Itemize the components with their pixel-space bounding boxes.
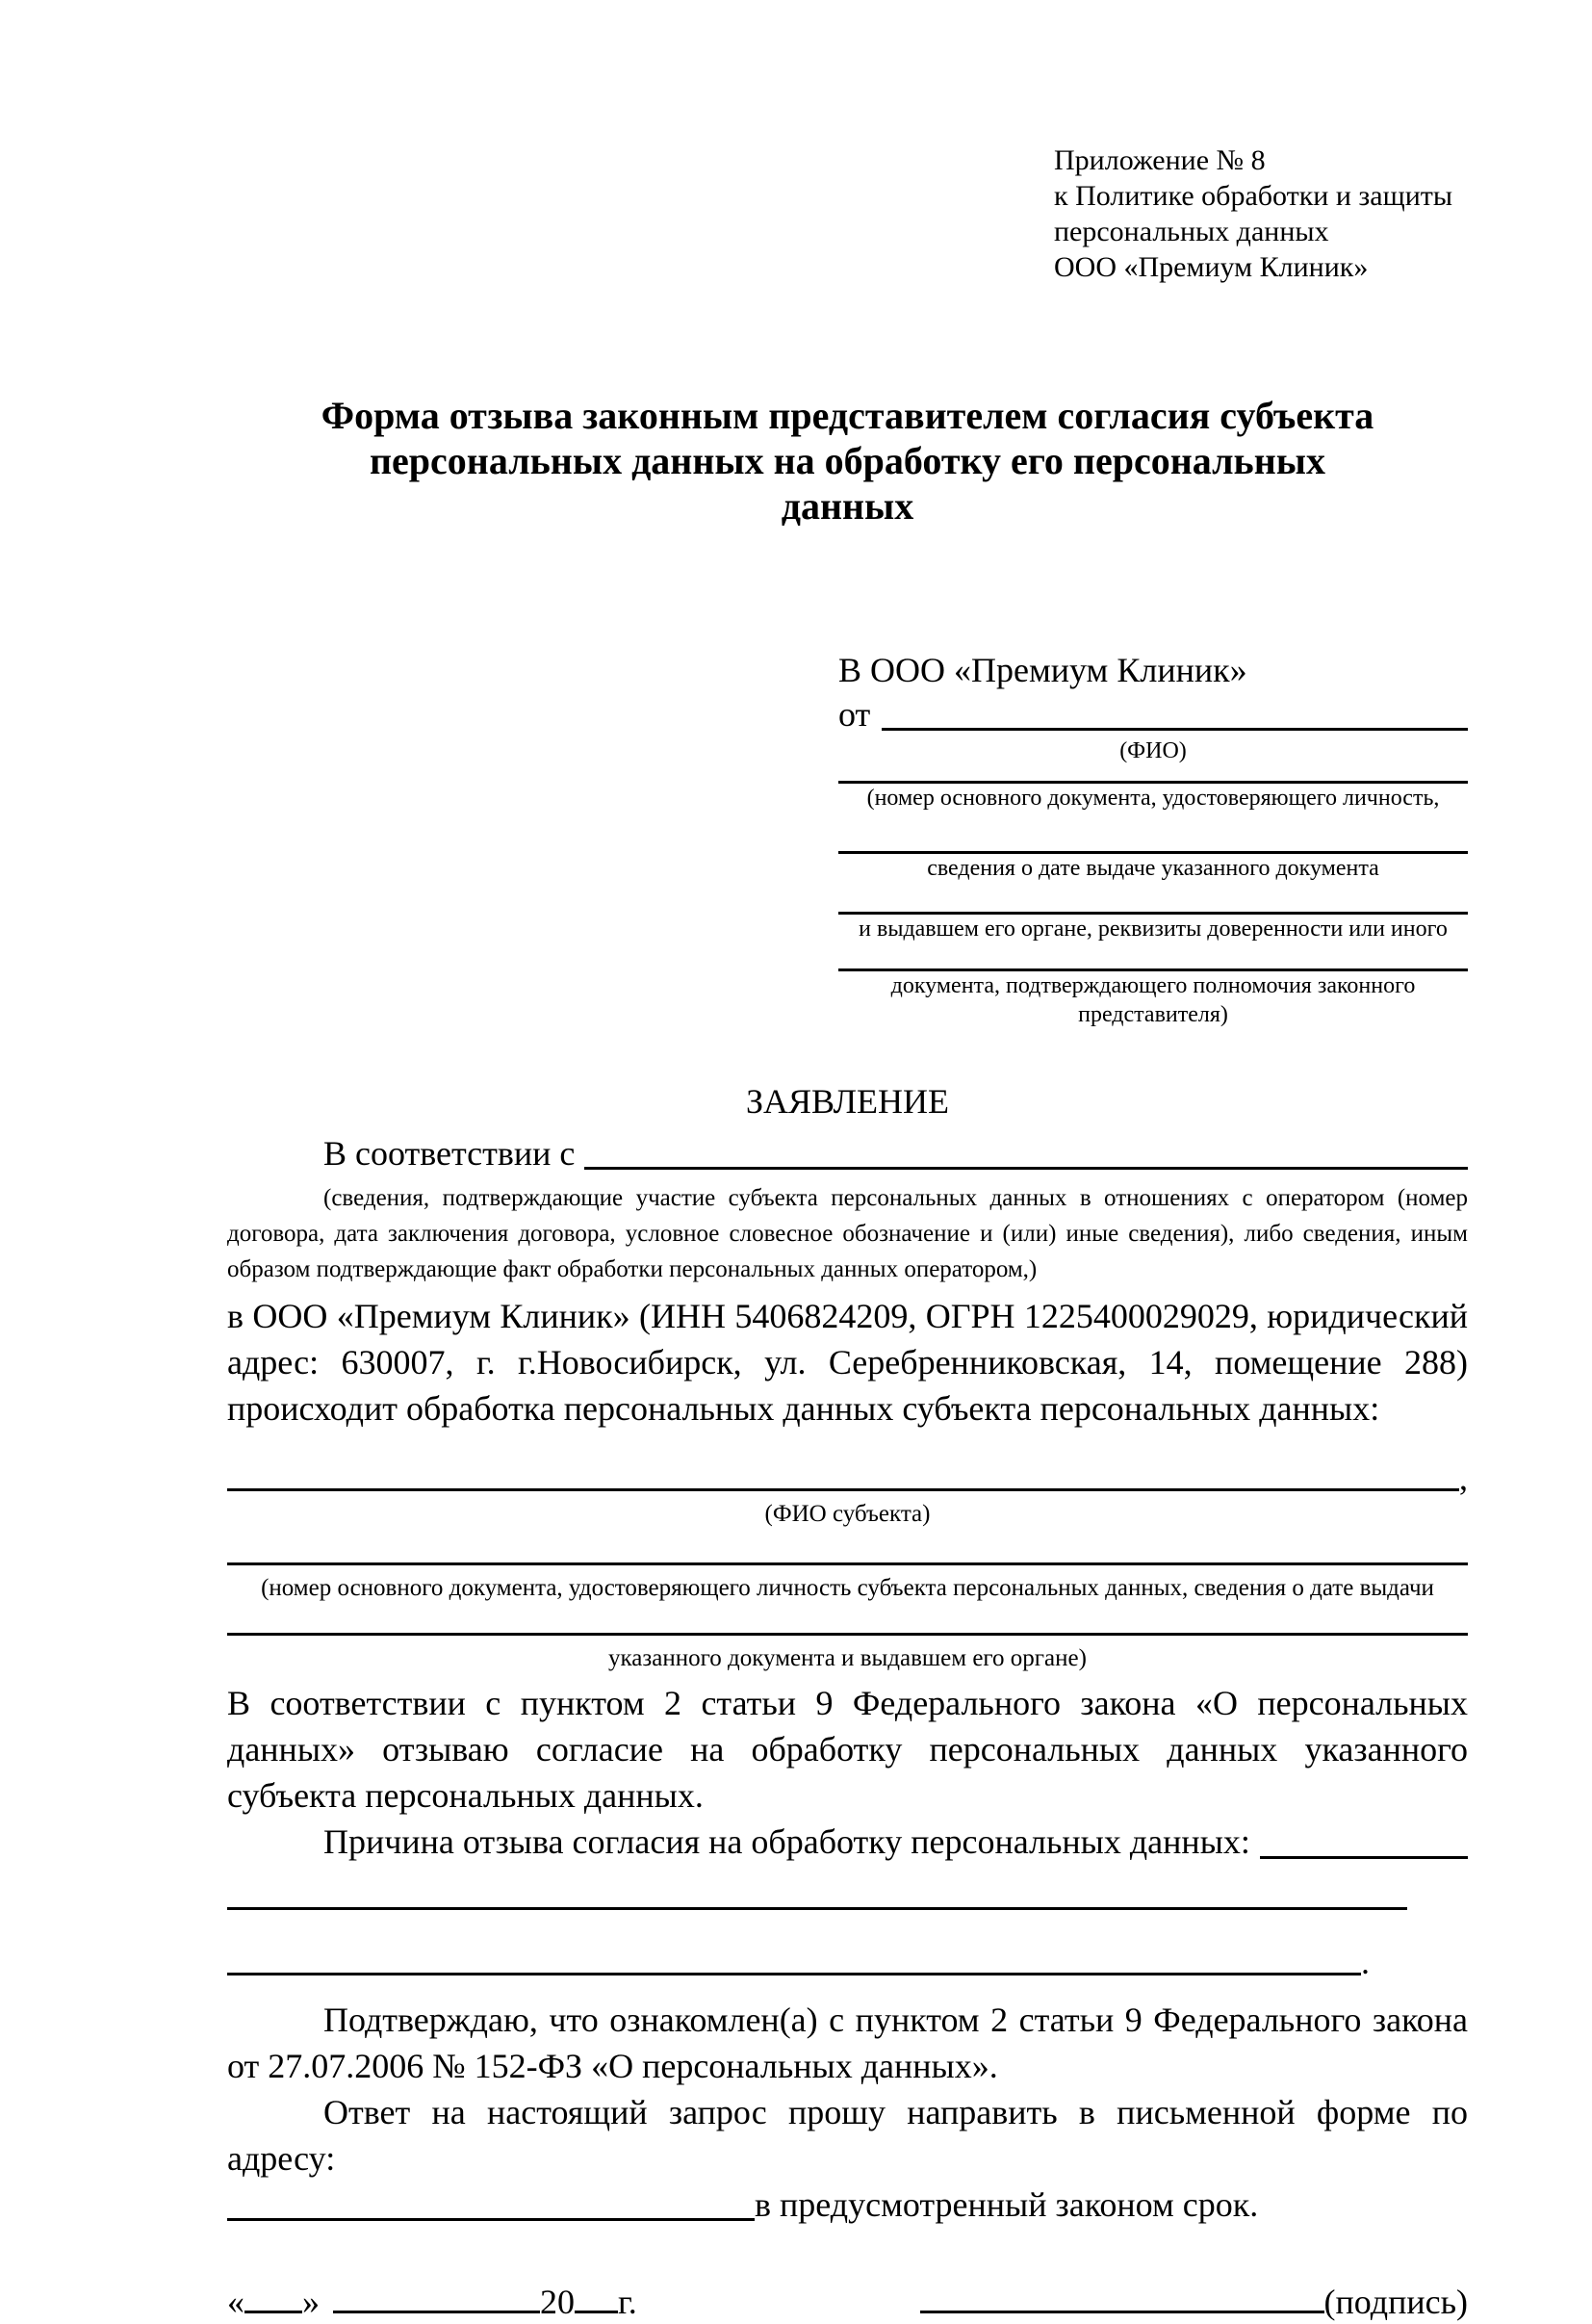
addressee-to: В ООО «Премиум Клиник» <box>838 651 1247 689</box>
reply-address-field[interactable] <box>227 2218 755 2221</box>
footer-row <box>227 2280 1468 2324</box>
date-year-prefix: 20 <box>540 2283 575 2321</box>
subject-doc-field[interactable] <box>227 1633 1468 1636</box>
subject-doc-row <box>227 1562 1468 1573</box>
appendix-line: к Политике обработки и защиты <box>1054 180 1453 212</box>
representative-doc-caption: и выдавшем его органе, реквизиты доверенности или иного <box>859 917 1448 942</box>
reason-continuation-field[interactable] <box>227 1907 1407 1910</box>
document-content <box>227 142 1468 2324</box>
from-label: от <box>838 695 871 734</box>
subject-fio-field[interactable] <box>227 1488 1459 1491</box>
date-day-field[interactable] <box>244 2305 302 2313</box>
representative-doc-group <box>838 781 1468 813</box>
from-row <box>838 692 1468 736</box>
date-month-field[interactable] <box>333 2305 540 2313</box>
reply-address-row <box>227 2182 1468 2228</box>
basis-row <box>227 1131 1468 1175</box>
signature-cell <box>920 2280 1468 2324</box>
reply-paragraph: Ответ на настоящий запрос прошу направить в письменной форме по адресу: <box>227 2093 1468 2178</box>
basis-field[interactable] <box>584 1167 1468 1170</box>
date-year-field[interactable] <box>575 2305 618 2313</box>
basis-caption: (сведения, подтверждающие участие субъекта персональных данных в отношениях с оператором (номер договора, дата заключения договора, условное словесное обозначение и (или) иные сведения), либо сведения, иным образом подтверждающие факт обработки персональных данных оператором,) <box>227 1185 1468 1282</box>
reply-suffix: в предусмотренный законом срок. <box>755 2185 1259 2224</box>
reason-continuation-row <box>227 1941 1378 1983</box>
reason-field[interactable] <box>1260 1856 1468 1859</box>
date-quote-close: » <box>302 2283 320 2321</box>
withdrawal-paragraph: В соответствии с пунктом 2 статьи 9 Федерального закона «О персональных данных» отзываю согласие на обработку персональных данных указанного субъекта персональных данных. <box>227 1684 1468 1815</box>
appendix-line: Приложение № 8 <box>1054 144 1266 176</box>
document-title: Форма отзыва законным представителем согласия субъекта персональных данных на обработку его персональных данных <box>321 394 1374 528</box>
operator-paragraph: в ООО «Премиум Клиник» (ИНН 5406824209, ОГРН 1225400029029, юридический адрес: 630007, г. г.Новосибирск, ул. Серебренниковская, 14, помещение 288) происходит обработка персональных данных субъекта персональных данных: <box>227 1297 1468 1428</box>
subject-fio-row <box>227 1457 1468 1499</box>
subject-doc-row <box>227 1633 1468 1643</box>
representative-doc-caption: (номер основного документа, удостоверяющего личность, <box>866 786 1440 811</box>
signature-field[interactable] <box>920 2305 1324 2313</box>
basis-label: В соответствии с <box>323 1134 576 1173</box>
subject-doc-caption: (номер основного документа, удостоверяющего личность субъекта персональных данных, сведения о дате выдачи <box>261 1575 1434 1601</box>
representative-doc-caption: сведения о дате выдаче указанного документа <box>927 856 1379 881</box>
date-quote-open: « <box>227 2283 244 2321</box>
addressee-block <box>838 648 1468 1029</box>
appendix-line: персональных данных <box>1054 216 1329 247</box>
representative-fio-field[interactable] <box>882 728 1468 731</box>
statement-heading: ЗАЯВЛЕНИЕ <box>745 1082 950 1121</box>
appendix-block <box>1054 142 1468 285</box>
reason-continuation-field[interactable] <box>227 1973 1361 1975</box>
subject-fio-comma: , <box>1459 1459 1468 1497</box>
representative-doc-group <box>838 912 1468 943</box>
appendix-line: ООО «Премиум Клиник» <box>1054 251 1369 283</box>
subject-doc-caption: указанного документа и выдавшем его органе) <box>608 1645 1087 1671</box>
date-cell <box>227 2280 637 2324</box>
reason-end-period: . <box>1361 1943 1370 1981</box>
reason-row <box>227 1819 1468 1865</box>
subject-fio-caption: (ФИО субъекта) <box>764 1501 931 1527</box>
signature-caption: (подпись) <box>1323 2283 1468 2321</box>
subject-doc-field[interactable] <box>227 1562 1468 1565</box>
fio-caption: (ФИО) <box>1119 738 1187 763</box>
confirmation-paragraph: Подтверждаю, что ознакомлен(а) с пунктом 2 статьи 9 Федерального закона от 27.07.2006 № 152-ФЗ «О персональных данных». <box>227 2001 1468 2085</box>
date-year-suffix: г. <box>618 2283 637 2321</box>
representative-doc-group <box>838 851 1468 883</box>
representative-doc-group <box>838 968 1468 1029</box>
representative-doc-caption: документа, подтверждающего полномочия законного представителя) <box>890 973 1416 1027</box>
reason-label: Причина отзыва согласия на обработку персональных данных: <box>323 1822 1250 1861</box>
